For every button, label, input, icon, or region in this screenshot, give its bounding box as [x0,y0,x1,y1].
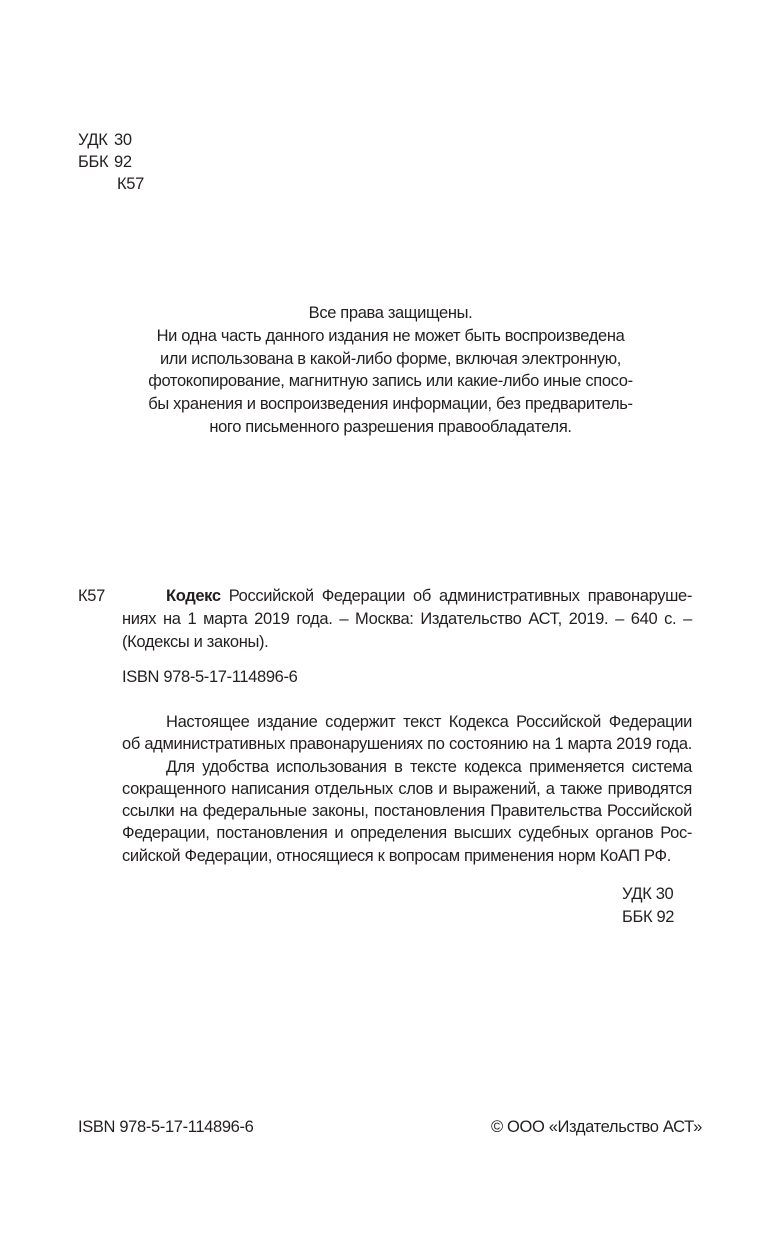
annotation-line: ссылки на федеральные законы, постановления Правительства Российской [122,802,692,821]
udk-label: УДК [78,131,108,149]
rights-line: фотокопирование, магнитную запись или какие-либо иные спосо- [148,372,633,391]
footer-copyright: © ООО «Издательство АСТ» [490,1118,702,1136]
udk-value: 30 [114,131,132,149]
annotation-line: Для удобства использования в тексте кодекса применяется система [166,757,692,776]
rights-notice [78,302,703,439]
rights-line: бы хранения и воспроизведения информации, без предваритель- [148,395,633,414]
rights-line: или использована в какой-либо форме, включая электронную, [159,349,622,368]
annotation [122,711,692,867]
isbn: ISBN 978-5-17-114896-6 [122,668,298,686]
bibliography-author-sign: К57 [78,587,105,605]
bibliographic-entry [122,585,692,653]
bbk-row [78,151,144,173]
bibliography-line: ниях на 1 марта 2019 года. – Москва: Издательство АСТ, 2019. – 640 с. – [122,609,692,628]
rights-line: ного письменного разрешения правообладателя. [209,417,572,436]
bibliography-line: (Кодексы и законы). [122,632,269,651]
author-sign: К57 [117,175,144,193]
bibliography-line1-rest: Российской Федерации об административных правонаруше- [228,587,692,605]
footer-isbn: ISBN 978-5-17-114896-6 [78,1118,254,1136]
classification-block [78,129,144,195]
bbk-value: 92 [114,153,132,171]
rights-line: Все права защищены. [308,304,473,322]
bibliography-line [122,585,692,608]
annotation-line: сийской Федерации, относящиеся к вопросам применения норм КоАП РФ. [122,846,671,865]
bbk-bottom: ББК 92 [622,908,675,926]
rights-line: Ни одна часть данного издания не может быть воспроизведена [156,326,625,345]
udk-bottom: УДК 30 [622,885,674,903]
udk-row [78,129,144,151]
classification-bottom [622,883,674,929]
annotation-line: Федерации, постановления и определения высших судебных органов Рос- [122,824,692,843]
bibliography-title: Кодекс [166,587,221,605]
annotation-line: об административных правонарушениях по состоянию на 1 марта 2019 года. [122,735,692,754]
annotation-line: сокращенного написания отдельных слов и выражений, а также приводятся [122,779,692,798]
bbk-label: ББК [78,153,109,171]
annotation-line: Настоящее издание содержит текст Кодекса Российской Федерации [166,713,692,731]
